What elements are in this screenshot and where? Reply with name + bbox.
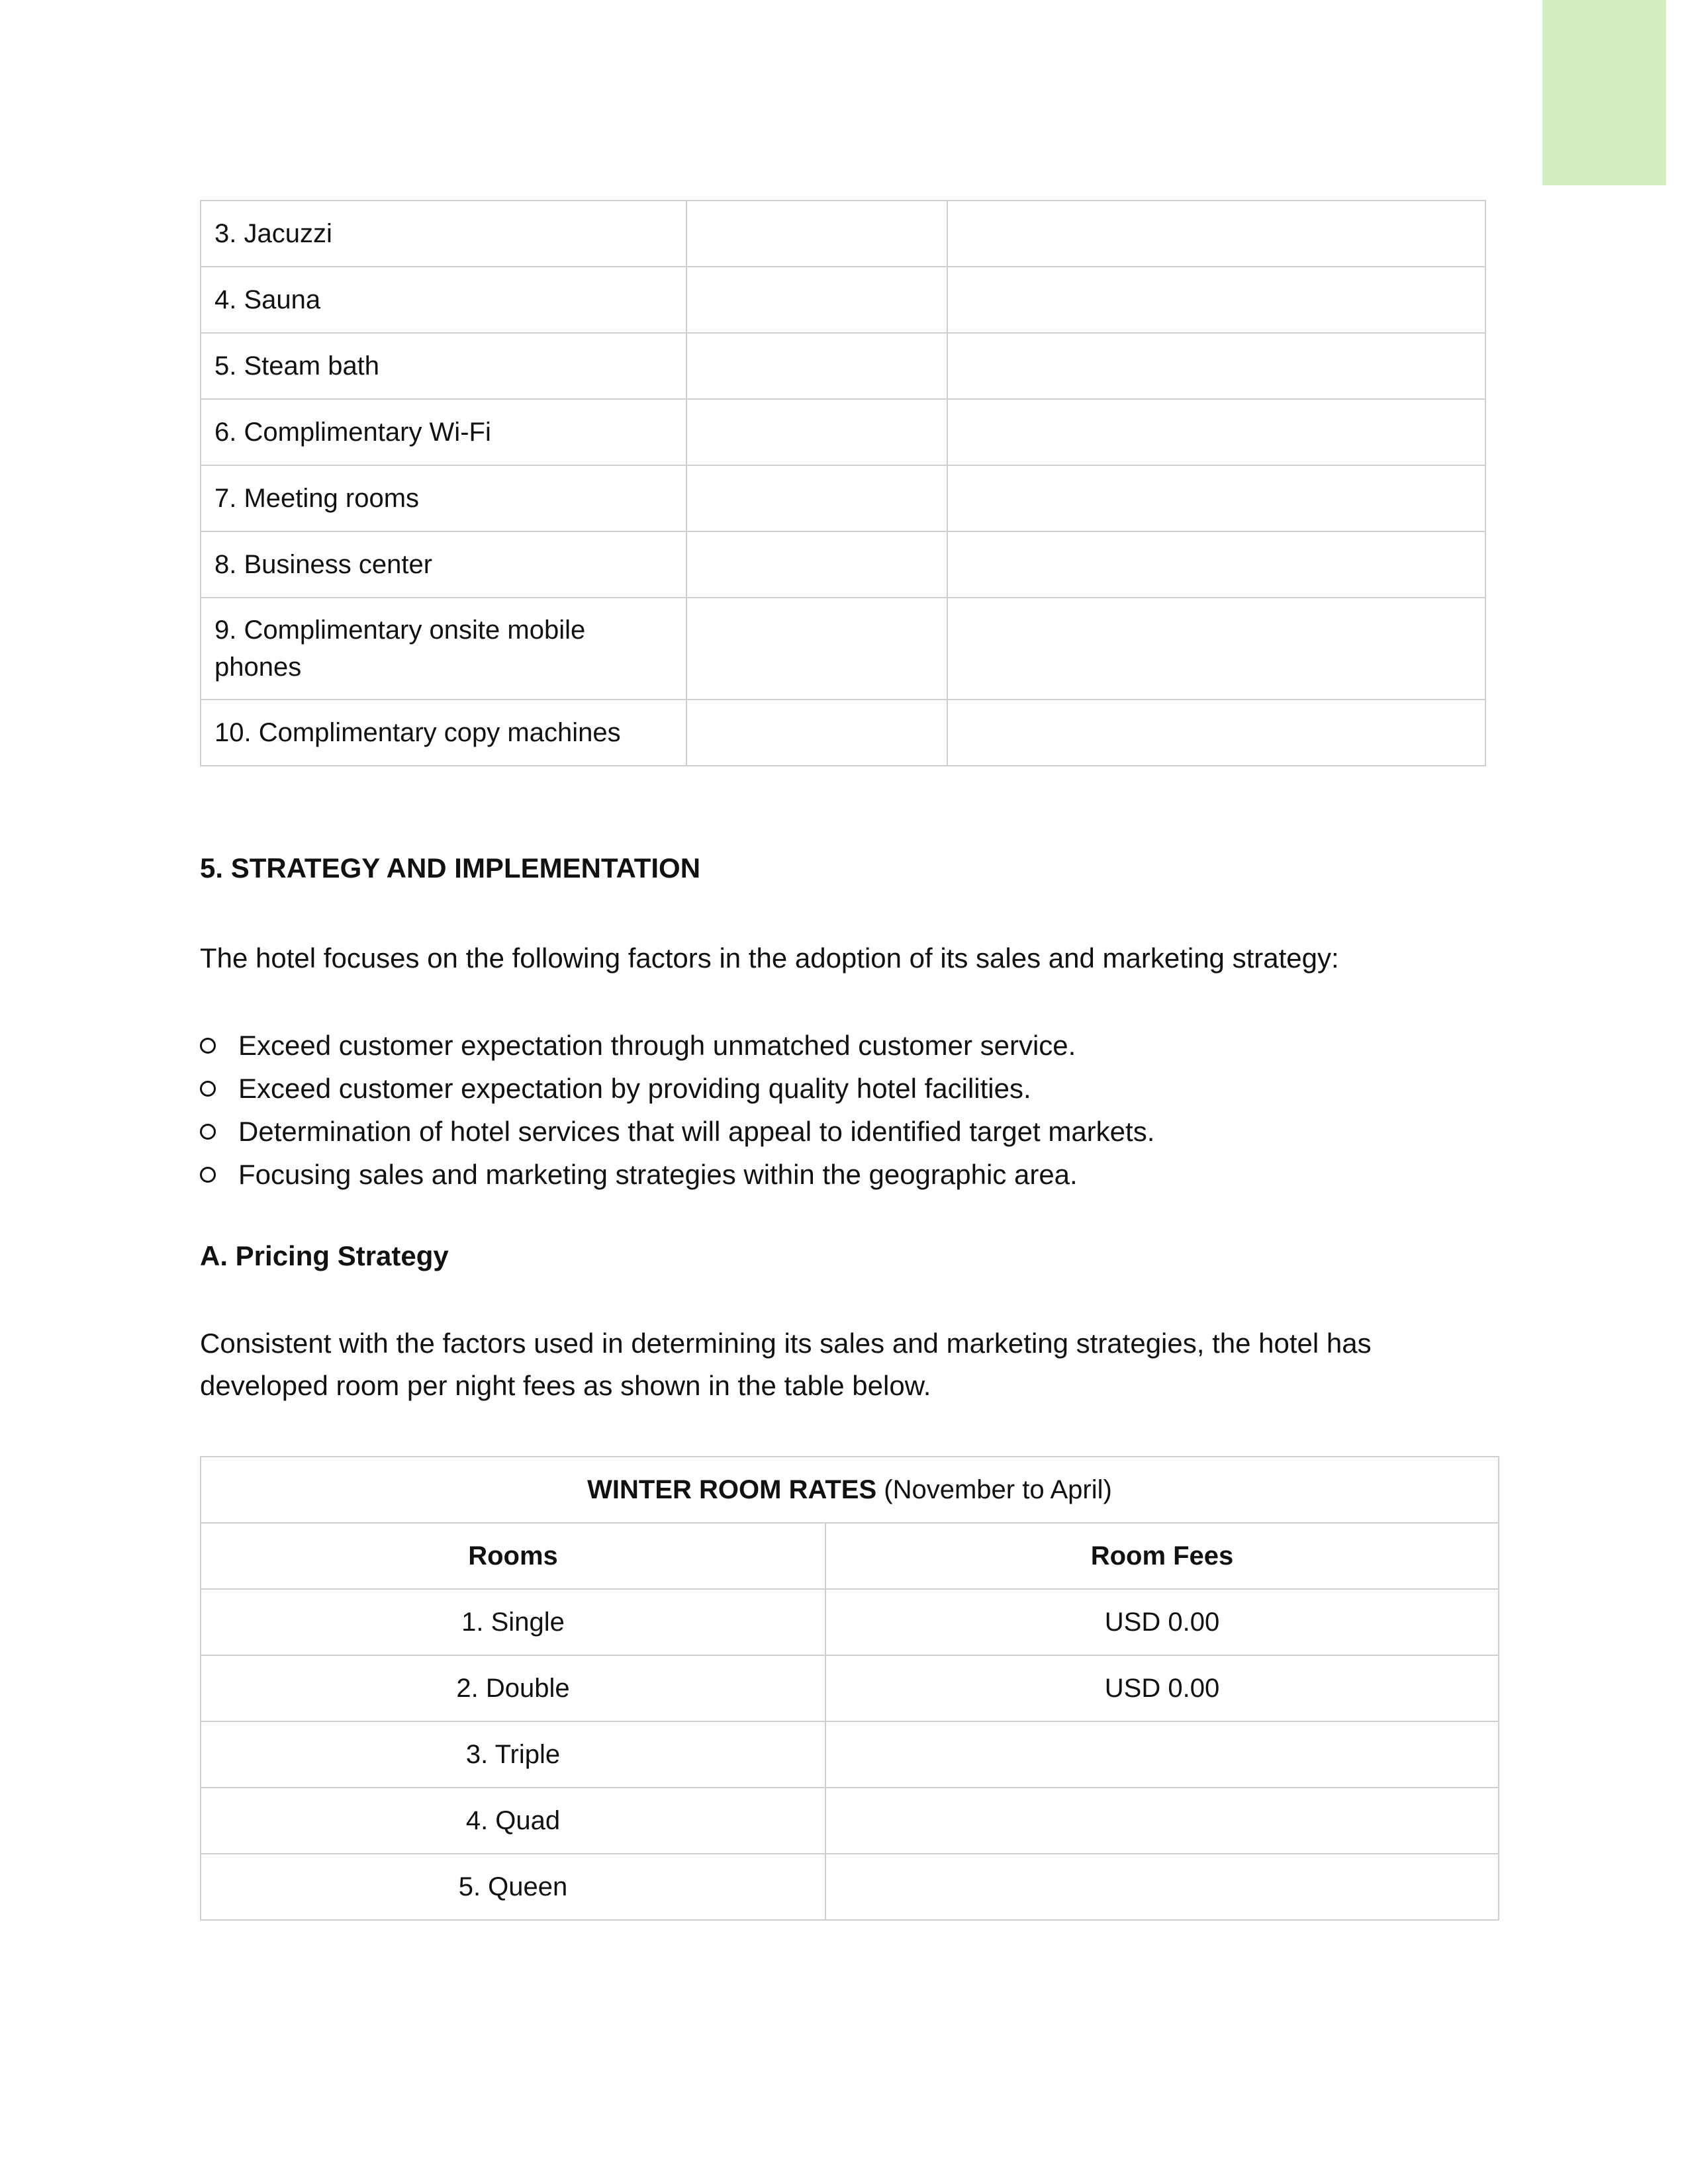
list-item xyxy=(200,1067,1154,1110)
table-row xyxy=(201,399,1485,465)
table-row xyxy=(201,201,1485,267)
table-title-row xyxy=(201,1457,1499,1523)
amenity-cell xyxy=(947,465,1485,531)
amenity-cell xyxy=(947,333,1485,399)
amenities-table xyxy=(200,200,1486,766)
table-row xyxy=(201,1721,1499,1788)
table-row xyxy=(201,1589,1499,1655)
room-type: 3. Triple xyxy=(201,1721,825,1788)
amenity-cell xyxy=(686,267,947,333)
table-row xyxy=(201,531,1485,598)
list-item xyxy=(200,1153,1154,1196)
table-title-period: (November to April) xyxy=(876,1475,1112,1504)
room-fee: USD 0.00 xyxy=(825,1589,1499,1655)
amenity-label: 6. Complimentary Wi-Fi xyxy=(201,399,686,465)
room-type: 1. Single xyxy=(201,1589,825,1655)
room-type: 2. Double xyxy=(201,1655,825,1721)
room-type: 5. Queen xyxy=(201,1854,825,1920)
table-row xyxy=(201,333,1485,399)
amenity-cell xyxy=(686,399,947,465)
table-row xyxy=(201,700,1485,766)
amenity-label: 5. Steam bath xyxy=(201,333,686,399)
bullet-text: Determination of hotel services that will appeal to identified target markets. xyxy=(238,1116,1155,1147)
amenity-label: 3. Jacuzzi xyxy=(201,201,686,267)
section-heading: 5. STRATEGY AND IMPLEMENTATION xyxy=(200,852,701,884)
amenity-label: 7. Meeting rooms xyxy=(201,465,686,531)
amenity-label: 10. Complimentary copy machines xyxy=(201,700,686,766)
amenity-cell xyxy=(947,598,1485,700)
amenity-label: 8. Business center xyxy=(201,531,686,598)
amenity-cell xyxy=(686,598,947,700)
pricing-paragraph: Consistent with the factors used in determining its sales and marketing strategies, the hotel has developed room per night fees as shown in the table below. xyxy=(200,1328,1372,1401)
room-fee: USD 0.00 xyxy=(825,1655,1499,1721)
table-title xyxy=(201,1457,1499,1523)
room-fee xyxy=(825,1854,1499,1920)
corner-color-tab xyxy=(1542,0,1666,185)
column-header-room-fees: Room Fees xyxy=(825,1523,1499,1589)
amenity-cell xyxy=(947,531,1485,598)
intro-paragraph: The hotel focuses on the following factors in the adoption of its sales and marketing strategy: xyxy=(200,942,1339,974)
strategy-bullet-list xyxy=(200,1024,1154,1196)
hollow-circle-bullet-icon xyxy=(200,1081,216,1097)
amenity-cell xyxy=(947,201,1485,267)
room-fee xyxy=(825,1721,1499,1788)
table-row xyxy=(201,267,1485,333)
table-header-row xyxy=(201,1523,1499,1589)
hollow-circle-bullet-icon xyxy=(200,1124,216,1140)
amenity-cell xyxy=(947,700,1485,766)
amenity-cell xyxy=(686,700,947,766)
amenity-label: 4. Sauna xyxy=(201,267,686,333)
amenity-cell xyxy=(686,201,947,267)
amenity-label: 9. Complimentary onsite mobile phones xyxy=(201,598,686,700)
table-row xyxy=(201,1854,1499,1920)
amenity-cell xyxy=(947,399,1485,465)
table-row xyxy=(201,1655,1499,1721)
list-item xyxy=(200,1024,1154,1067)
list-item xyxy=(200,1110,1154,1153)
table-row xyxy=(201,465,1485,531)
winter-room-rates-table xyxy=(200,1456,1499,1921)
amenity-cell xyxy=(686,465,947,531)
bullet-text: Exceed customer expectation through unmatched customer service. xyxy=(238,1030,1076,1061)
amenity-cell xyxy=(686,531,947,598)
amenity-cell xyxy=(947,267,1485,333)
table-row xyxy=(201,598,1485,700)
column-header-rooms: Rooms xyxy=(201,1523,825,1589)
room-type: 4. Quad xyxy=(201,1788,825,1854)
bullet-text: Focusing sales and marketing strategies within the geographic area. xyxy=(238,1159,1078,1190)
hollow-circle-bullet-icon xyxy=(200,1167,216,1183)
table-title-bold: WINTER ROOM RATES xyxy=(587,1475,877,1504)
hollow-circle-bullet-icon xyxy=(200,1038,216,1054)
subsection-heading: A. Pricing Strategy xyxy=(200,1240,449,1271)
amenity-cell xyxy=(686,333,947,399)
table-row xyxy=(201,1788,1499,1854)
room-fee xyxy=(825,1788,1499,1854)
bullet-text: Exceed customer expectation by providing quality hotel facilities. xyxy=(238,1073,1031,1104)
